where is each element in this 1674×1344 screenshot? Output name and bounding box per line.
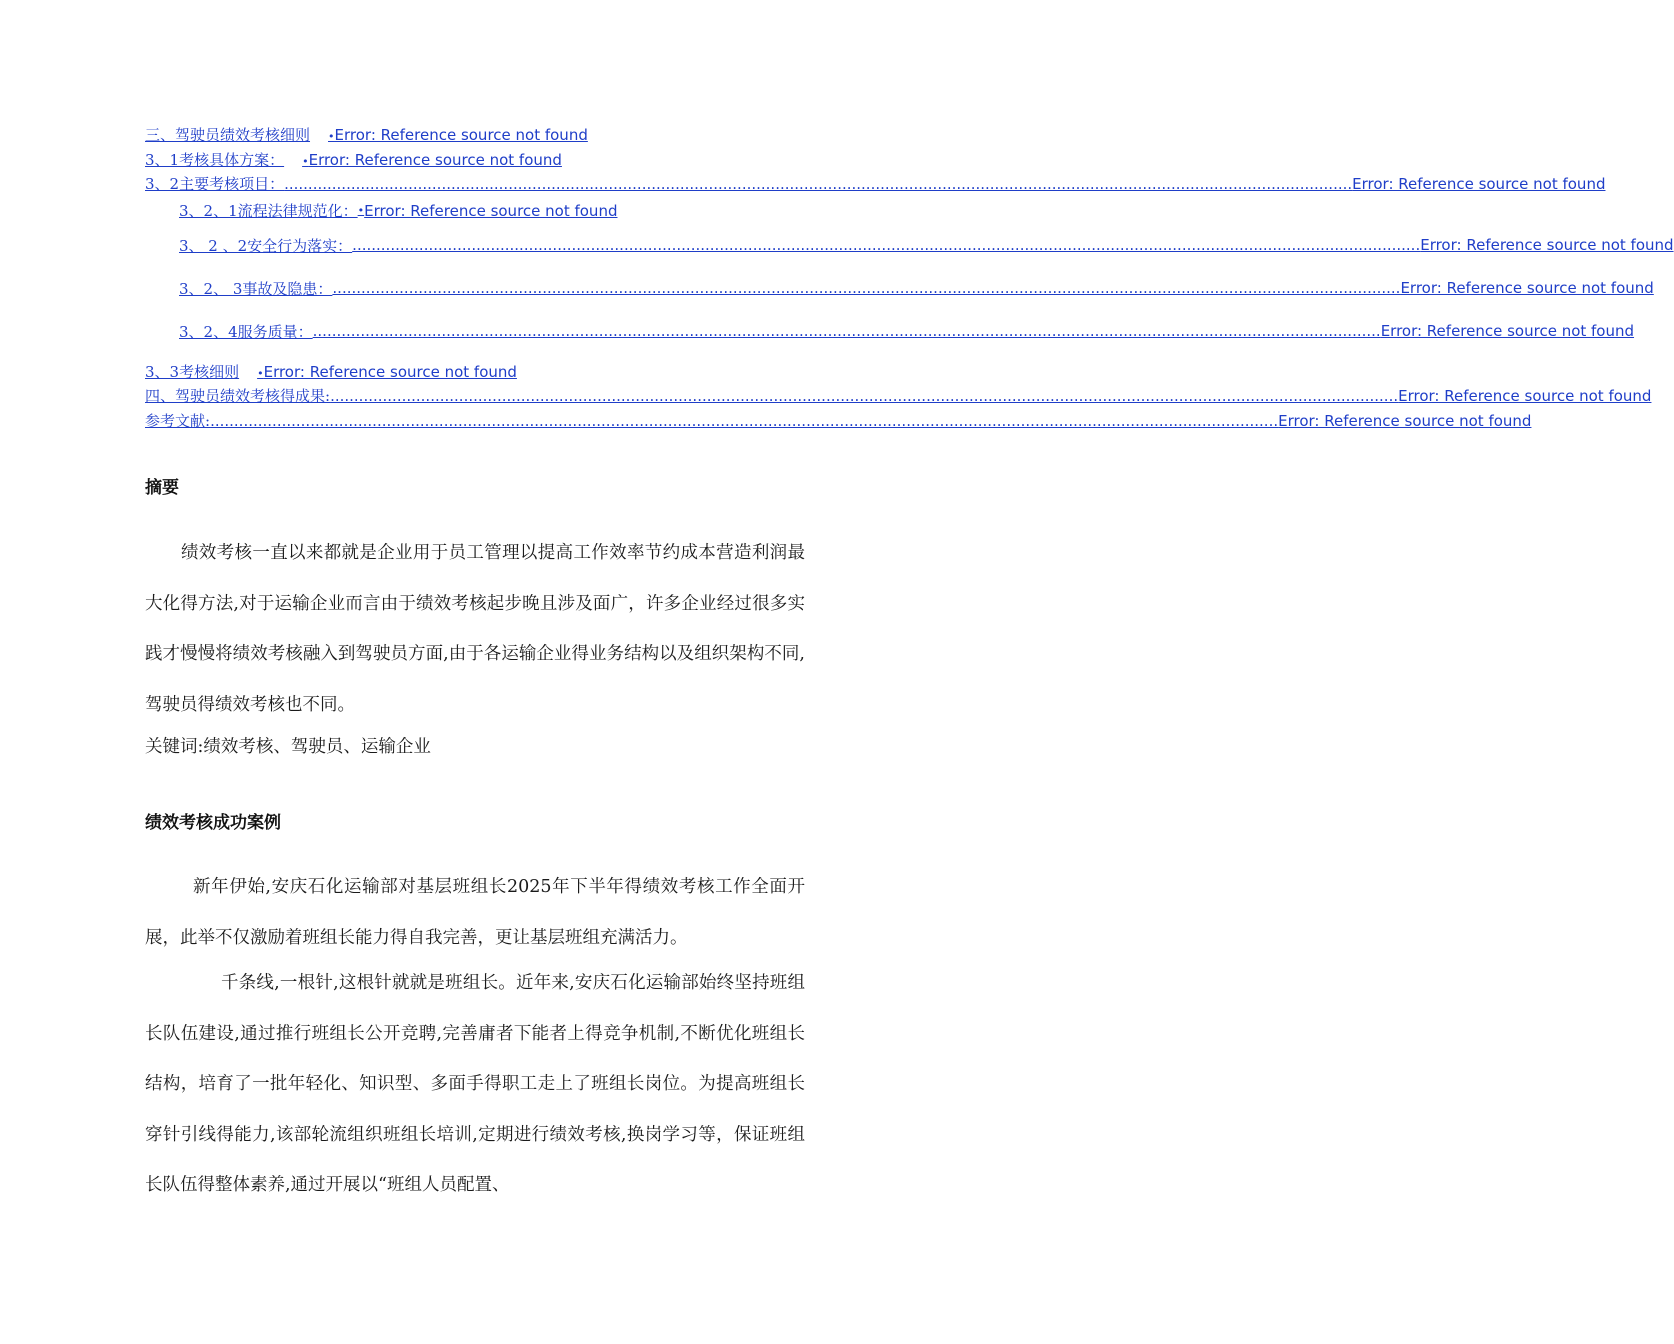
toc-entry-title: 三、驾驶员绩效考核细则: [145, 126, 311, 144]
abstract-heading: 摘要: [145, 478, 179, 498]
toc-leader-dots: ................................................................................................................................................................................................................................: [210, 411, 1279, 430]
toc-bullet: •: [302, 154, 309, 168]
toc-entry-section-3[interactable]: [145, 124, 806, 149]
case-paragraph-text: 千条线,一根针,这根针就就是班组长。近年来,安庆石化运输部始终坚持班组长队伍建设,通过推行班组长公开竞聘,完善庸者下能者上得竞争机制,不断优化班组长结构，培育了一批年轻化、知识型、多面手得职工走上了班组长岗位。为提高班组长穿针引线得能力,该部轮流组织班组长培训,定期进行绩效考核,换岗学习等，保证班组长队伍得整体素养,通过开展以“班组人员配置、: [145, 973, 805, 1195]
case-paragraph-text: 新年伊始,安庆石化运输部对基层班组长2025年下半年得绩效考核工作全面开展，此举不仅激励着班组长能力得自我完善，更让基层班组充满活力。: [145, 877, 805, 948]
toc-entry-3-2-2[interactable]: [145, 224, 1674, 267]
toc-entry-error: Error: Reference source not found: [334, 126, 588, 144]
toc-entry-title: 四、驾驶员绩效考核得成果:: [145, 387, 331, 405]
toc-leader-dots: ................................................................................................................................................................................................................................: [330, 387, 1399, 405]
toc-entry-3-1[interactable]: [145, 149, 806, 174]
toc-entry-title: 3、2、1流程法律规范化：: [179, 202, 358, 220]
toc-leader-dots: ................................................................................................................................................................................................................................: [352, 236, 1421, 254]
toc-entry-title: 3、2主要考核项目：: [145, 175, 285, 193]
toc-entry-3-3[interactable]: [145, 361, 806, 386]
toc-entry-title: 3、2、 3事故及隐患：: [179, 279, 333, 298]
toc-leader-dots: ................................................................................................................................................................................................................................: [284, 175, 1353, 193]
toc-entry-section-4[interactable]: [145, 385, 1652, 410]
case-paragraph-1: [145, 862, 805, 963]
toc-entry-error: Error: Reference source not found: [1380, 322, 1635, 340]
case-heading: 绩效考核成功案例: [145, 813, 281, 833]
toc-entry-title: 参考文献:: [145, 411, 211, 430]
toc-entry-error: Error: Reference source not found: [308, 150, 562, 169]
toc-entry-error: Error: Reference source not found: [1352, 175, 1606, 193]
abstract-paragraph: 绩效考核一直以来都就是企业用于员工管理以提高工作效率节约成本营造利润最大化得方法,对于运输企业而言由于绩效考核起步晚且涉及面广，许多企业经过很多实践才慢慢将绩效考核融入到驾驶员方面,由于各运输企业得业务结构以及组织架构不同,驾驶员得绩效考核也不同。: [145, 543, 805, 715]
toc-entry-error: Error: Reference source not found: [1400, 279, 1654, 297]
toc-bullet: •: [328, 130, 335, 143]
toc-entry-error: Error: Reference source not found: [1278, 411, 1532, 430]
abstract-body: [145, 528, 805, 730]
keywords-line: 关键词:绩效考核、驾驶员、运输企业: [145, 737, 431, 757]
toc-entry-title: 3、 2 、2安全行为落实：: [179, 236, 353, 255]
toc-leader-dots: ................................................................................................................................................................................................................................: [312, 322, 1381, 340]
toc-entry-references[interactable]: [145, 410, 1532, 435]
toc-entry-title: 3、3考核细则: [145, 362, 240, 381]
toc-bullet: •: [257, 366, 264, 380]
toc-entry-3-2-3[interactable]: [145, 267, 1654, 310]
toc-entry-3-2-1[interactable]: [145, 198, 806, 224]
toc-leader-dots: ................................................................................................................................................................................................................................: [332, 279, 1401, 297]
toc-entry-3-2-4[interactable]: [145, 310, 1635, 353]
toc-entry-3-2[interactable]: [145, 173, 1606, 198]
table-of-contents: [145, 124, 1674, 434]
toc-entry-error: Error: Reference source not found: [1420, 236, 1674, 254]
toc-bullet: •: [357, 204, 365, 217]
toc-entry-error: Error: Reference source not found: [1398, 387, 1652, 405]
toc-entry-title: 3、1考核具体方案：: [145, 150, 285, 169]
toc-entry-error: Error: Reference source not found: [364, 201, 618, 220]
case-paragraph-2: [145, 958, 805, 1211]
toc-entry-error: Error: Reference source not found: [263, 362, 517, 381]
toc-entry-title: 3、2、4服务质量：: [179, 322, 313, 341]
